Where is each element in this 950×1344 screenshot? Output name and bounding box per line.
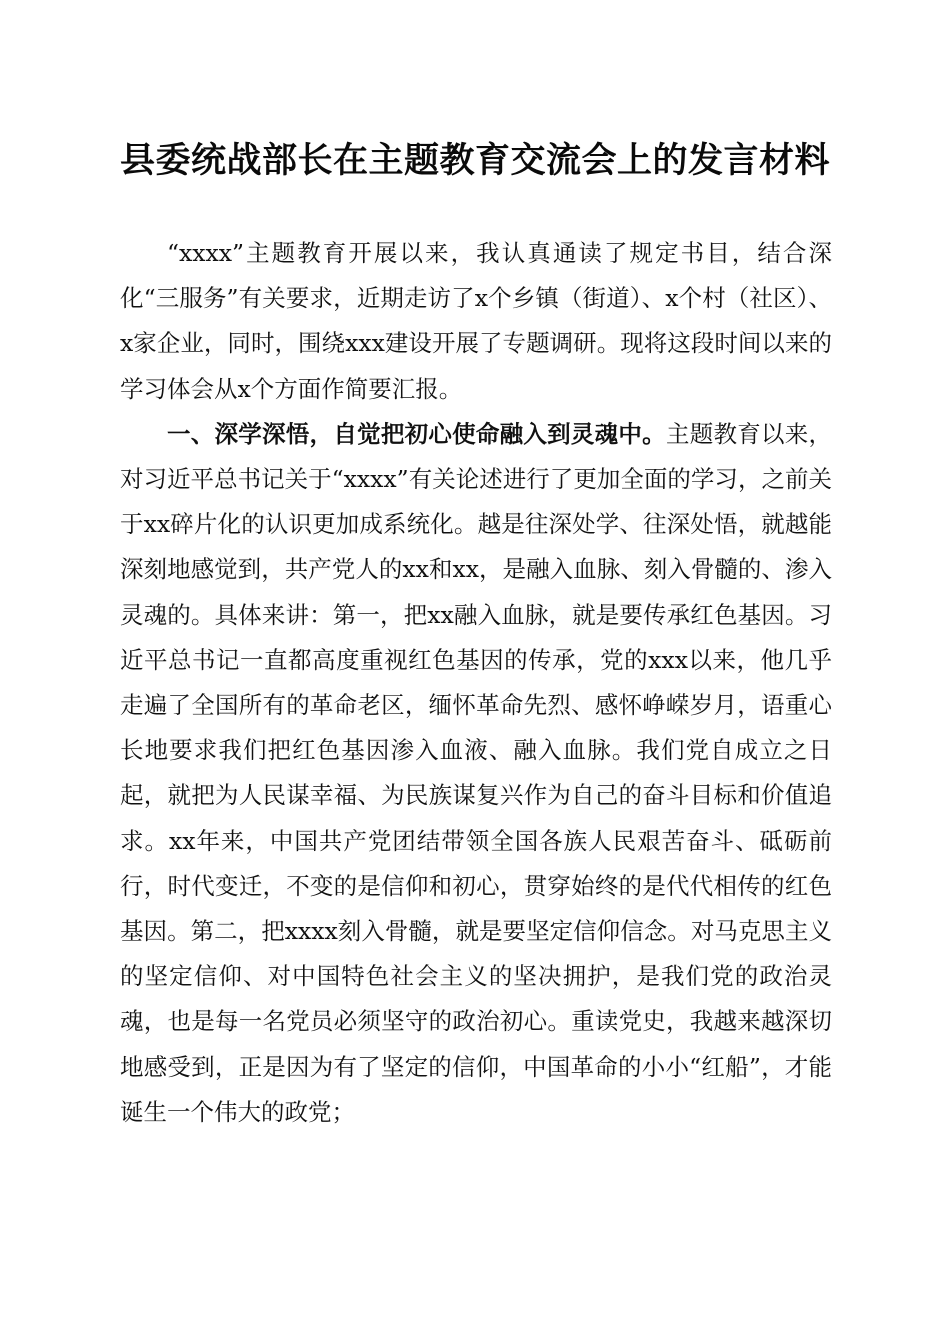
document-body (120, 231, 832, 1135)
section-one-text: 主题教育以来，对习近平总书记关于“xxxx”有关论述进行了更加全面的学习，之前关于xx碎片化的认识更加成系统化。越是往深处学、往深处悟，就越能深刻地感觉到，共产党人的xx和xx，是融入血脉、刻入骨髓的、渗入灵魂的。具体来讲：第一，把xx融入血脉，就是要传承红色基因。习近平总书记一直都高度重视红色基因的传承，党的xxx以来，他几乎走遍了全国所有的革命老区，缅怀革命先烈、感怀峥嵘岁月，语重心长地要求我们把红色基因渗入血液、融入血脉。我们党自成立之日起，就把为人民谋幸福、为民族谋复兴作为自己的奋斗目标和价值追求。xx年来，中国共产党团结带领全国各族人民艰苦奋斗、砥砺前行，时代变迁，不变的是信仰和初心，贯穿始终的是代代相传的红色基因。第二，把xxxx刻入骨髓，就是要坚定信仰信念。对马克思主义的坚定信仰、对中国特色社会主义的坚决拥护，是我们党的政治灵魂，也是每一名党员必须坚守的政治初心。重读党史，我越来越深切地感受到，正是因为有了坚定的信仰，中国革命的小小“红船”，才能诞生一个伟大的政党； (120, 419, 833, 1126)
intro-paragraph (120, 231, 832, 412)
section-one-paragraph (120, 412, 832, 1135)
intro-paragraph-text: “xxxx”主题教育开展以来，我认真通读了规定书目，结合深化“三服务”有关要求，近期走访了x个乡镇（街道）、x个村（社区）、x家企业，同时，围绕xxx建设开展了专题调研。现将这段时间以来的学习体会从x个方面作简要汇报。 (120, 239, 832, 403)
section-one-heading: 一、深学深悟，自觉把初心使命融入到灵魂中。 (167, 419, 666, 448)
document-title: 县委统战部长在主题教育交流会上的发言材料 (119, 140, 830, 181)
